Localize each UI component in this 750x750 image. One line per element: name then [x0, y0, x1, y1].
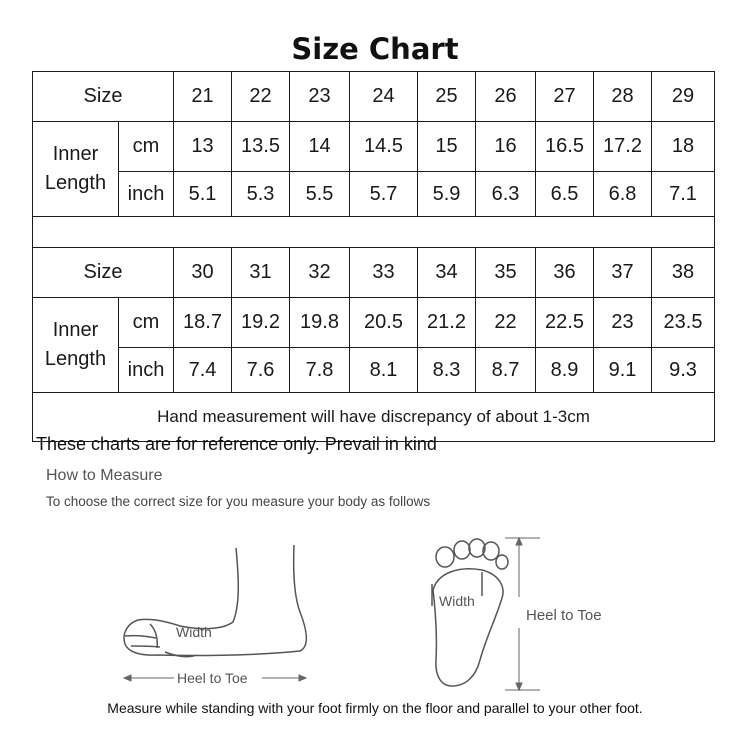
size-value: 32 — [290, 248, 350, 298]
size-value: 38 — [652, 248, 715, 298]
chart-title: Size Chart — [291, 32, 459, 66]
inch-unit-label: inch — [119, 172, 174, 217]
inch-value: 6.3 — [476, 172, 536, 217]
size-header: Size — [33, 248, 174, 298]
size-value: 35 — [476, 248, 536, 298]
side-heel-to-toe-label: Heel to Toe — [177, 670, 248, 686]
size-value: 33 — [350, 248, 418, 298]
cm-unit-label: cm — [119, 122, 174, 172]
inch-value: 5.5 — [290, 172, 350, 217]
size-value: 22 — [232, 72, 290, 122]
measure-instruction: Measure while standing with your foot firmly on the floor and parallel to your other foot. — [107, 700, 643, 716]
how-to-measure-heading: How to Measure — [46, 467, 163, 484]
sole-foot-illustration — [432, 539, 508, 686]
size-value: 36 — [536, 248, 594, 298]
size-header: Size — [33, 72, 174, 122]
cm-value: 16.5 — [536, 122, 594, 172]
cm-value: 14 — [290, 122, 350, 172]
sole-width-label: Width — [439, 593, 475, 609]
cm-value: 23.5 — [652, 298, 715, 348]
size-value: 30 — [174, 248, 232, 298]
size-value: 37 — [594, 248, 652, 298]
cm-value: 23 — [594, 298, 652, 348]
inch-unit-label: inch — [119, 348, 174, 393]
size-value: 23 — [290, 72, 350, 122]
inch-value: 8.3 — [418, 348, 476, 393]
inner-length-header: Inner Length — [33, 298, 119, 393]
side-foot-illustration — [124, 545, 306, 657]
inch-value: 6.8 — [594, 172, 652, 217]
cm-unit-label: cm — [119, 298, 174, 348]
cm-value: 13.5 — [232, 122, 290, 172]
size-value: 24 — [350, 72, 418, 122]
discrepancy-note: Hand measurement will have discrepancy of about 1-3cm — [33, 393, 715, 442]
inch-value: 5.3 — [232, 172, 290, 217]
sole-heel-to-toe-label: Heel to Toe — [526, 607, 602, 624]
size-value: 27 — [536, 72, 594, 122]
size-value: 26 — [476, 72, 536, 122]
inch-value: 7.6 — [232, 348, 290, 393]
inch-value: 5.9 — [418, 172, 476, 217]
inch-value: 7.8 — [290, 348, 350, 393]
size-value: 25 — [418, 72, 476, 122]
inch-value: 5.1 — [174, 172, 232, 217]
cm-value: 21.2 — [418, 298, 476, 348]
inch-value: 7.1 — [652, 172, 715, 217]
inch-value: 9.3 — [652, 348, 715, 393]
inner-length-header: Inner Length — [33, 122, 119, 217]
inch-value: 8.7 — [476, 348, 536, 393]
size-value: 21 — [174, 72, 232, 122]
size-value: 28 — [594, 72, 652, 122]
cm-value: 16 — [476, 122, 536, 172]
choose-size-instruction: To choose the correct size for you measure your body as follows — [46, 494, 431, 509]
cm-value: 18 — [652, 122, 715, 172]
reference-note: These charts are for reference only. Prevail in kind — [36, 434, 437, 454]
cm-value: 13 — [174, 122, 232, 172]
size-value: 34 — [418, 248, 476, 298]
inch-value: 5.7 — [350, 172, 418, 217]
inch-value: 8.1 — [350, 348, 418, 393]
cm-value: 15 — [418, 122, 476, 172]
inch-value: 6.5 — [536, 172, 594, 217]
cm-value: 19.8 — [290, 298, 350, 348]
cm-value: 18.7 — [174, 298, 232, 348]
cm-value: 19.2 — [232, 298, 290, 348]
cm-value: 14.5 — [350, 122, 418, 172]
size-value: 29 — [652, 72, 715, 122]
side-width-label: Width — [176, 624, 212, 640]
inch-value: 7.4 — [174, 348, 232, 393]
inch-value: 8.9 — [536, 348, 594, 393]
inch-value: 9.1 — [594, 348, 652, 393]
cm-value: 17.2 — [594, 122, 652, 172]
cm-value: 20.5 — [350, 298, 418, 348]
cm-value: 22 — [476, 298, 536, 348]
cm-value: 22.5 — [536, 298, 594, 348]
size-value: 31 — [232, 248, 290, 298]
